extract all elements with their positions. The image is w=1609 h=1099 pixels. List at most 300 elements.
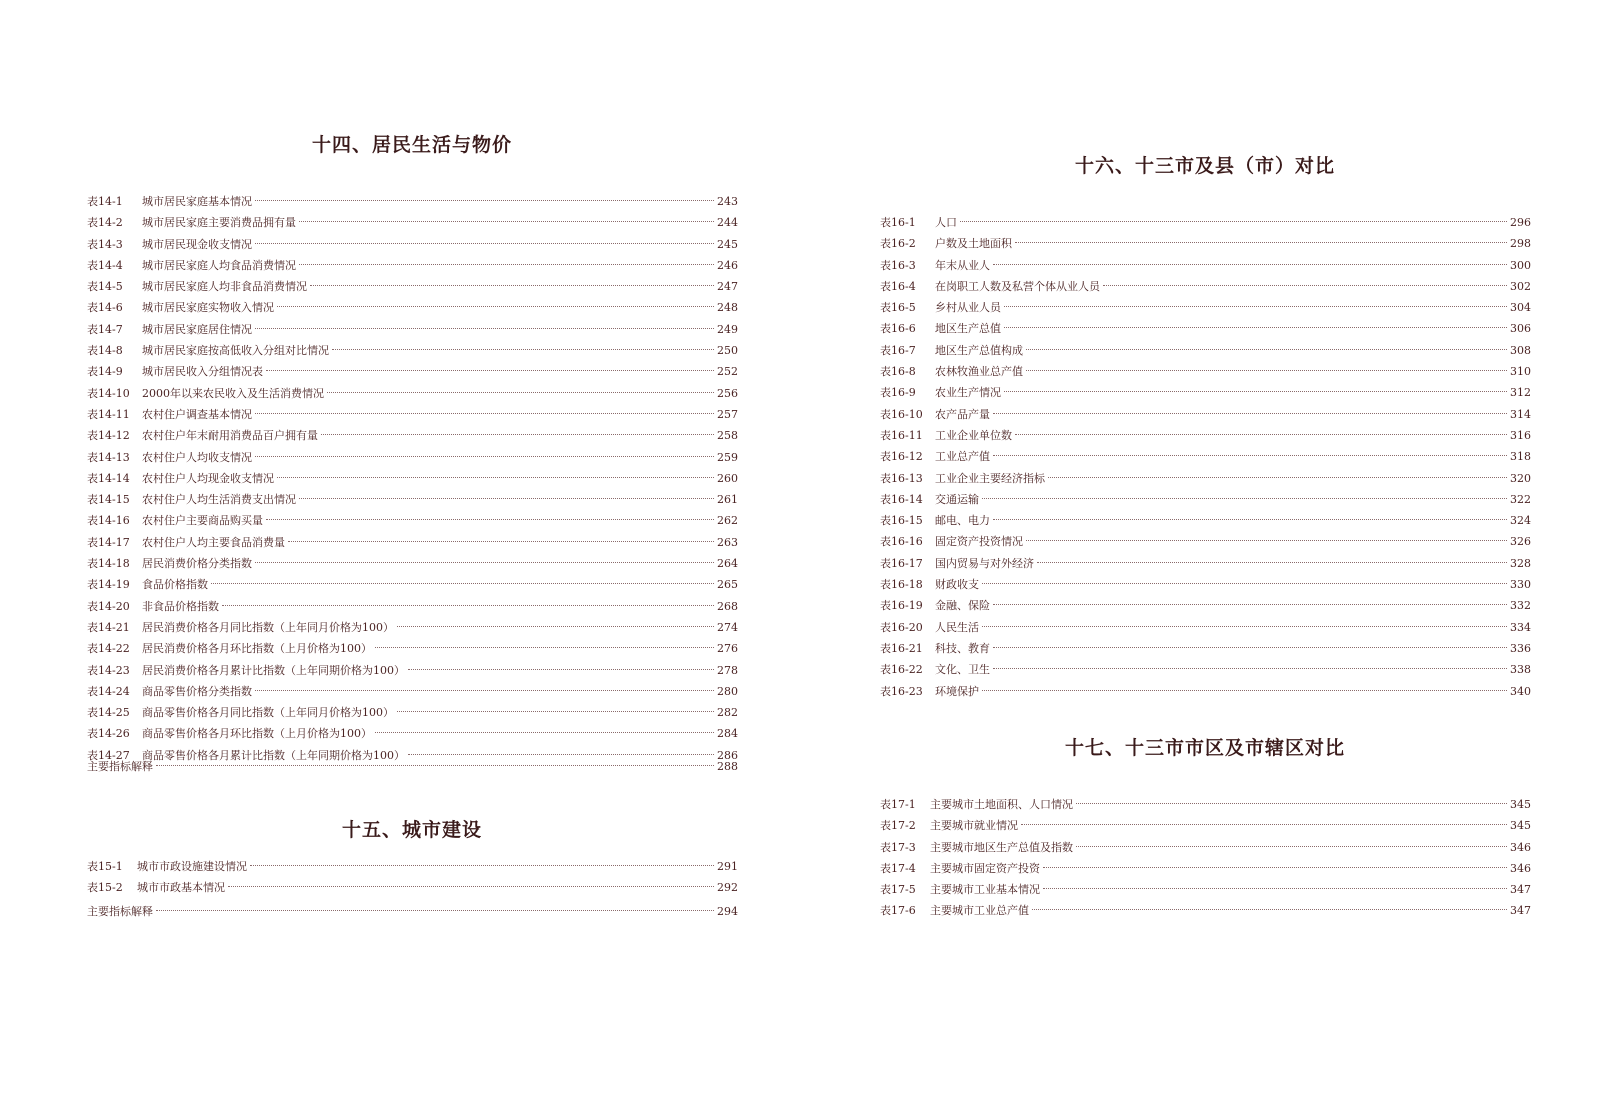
dot-leader <box>993 668 1507 669</box>
toc-entry[interactable] <box>87 660 737 681</box>
dot-leader <box>1004 391 1507 392</box>
toc-entry-label: 居民消费价格各月环比指数（上月价格为100） <box>142 642 372 656</box>
toc-entry-code: 表14-10 <box>87 386 130 400</box>
toc-entry[interactable] <box>87 468 737 489</box>
dot-leader <box>299 264 714 265</box>
toc-entry-page: 260 <box>717 471 738 485</box>
toc-entry[interactable] <box>87 723 737 744</box>
toc-entry[interactable] <box>880 382 1530 403</box>
toc-entry-label: 固定资产投资情况 <box>935 535 1023 549</box>
toc-entry[interactable] <box>880 404 1530 425</box>
toc-entry-code: 表14-3 <box>87 237 123 251</box>
dot-leader <box>255 200 714 201</box>
dot-leader <box>993 264 1507 265</box>
dot-leader <box>1103 285 1507 286</box>
toc-entry-page: 328 <box>1510 556 1531 570</box>
dot-leader <box>250 865 714 866</box>
toc-entry-label: 户数及土地面积 <box>935 237 1012 251</box>
toc-entry-code: 表14-18 <box>87 557 130 571</box>
dot-leader <box>1048 477 1507 478</box>
dot-leader <box>408 754 714 755</box>
dot-leader <box>1043 888 1507 889</box>
toc-entry-page: 345 <box>1510 819 1531 833</box>
toc-entry-page: 249 <box>717 322 738 336</box>
toc-entry-code: 表16-3 <box>880 258 916 272</box>
toc-entry-page: 250 <box>717 344 738 358</box>
toc-entry[interactable] <box>880 553 1530 574</box>
toc-entry-label: 环境保护 <box>935 684 979 698</box>
toc-entry-label: 商品零售价格各月环比指数（上月价格为100） <box>142 727 372 741</box>
dot-leader <box>255 562 714 563</box>
toc-entry-code: 表14-26 <box>87 727 130 741</box>
section-title-14: 十四、居民生活与物价 <box>311 134 512 156</box>
toc-entry-label: 工业企业主要经济指标 <box>935 471 1045 485</box>
toc-entry-label: 城市居民家庭主要消费品拥有量 <box>142 216 296 230</box>
toc-entry-label: 邮电、电力 <box>935 514 990 528</box>
dot-leader <box>299 498 714 499</box>
toc-entry[interactable] <box>87 234 737 255</box>
toc-entry[interactable] <box>87 404 737 425</box>
dot-leader <box>993 604 1507 605</box>
toc-entry-page: 336 <box>1510 641 1531 655</box>
toc-entry-code: 表17-4 <box>880 861 916 875</box>
toc-entry[interactable] <box>880 212 1530 233</box>
toc-entry[interactable] <box>880 297 1530 318</box>
toc-entry-label: 农产品产量 <box>935 407 990 421</box>
toc-entry-label: 商品零售价格各月累计比指数（上年同期价格为100） <box>142 748 405 762</box>
dot-leader <box>277 477 714 478</box>
toc-entry[interactable] <box>880 510 1530 531</box>
toc-entry-page: 264 <box>717 557 738 571</box>
toc-entry-page: 316 <box>1510 428 1531 442</box>
toc-entry-code: 表14-4 <box>87 258 123 272</box>
toc-entry-label: 城市居民家庭人均食品消费情况 <box>142 258 296 272</box>
toc-entry-code: 表14-15 <box>87 493 130 507</box>
toc-entry-code: 表16-18 <box>880 578 923 592</box>
toc-entry-page: 262 <box>717 514 738 528</box>
toc-entry-code: 表16-22 <box>880 663 923 677</box>
toc-entry-page: 243 <box>717 195 738 208</box>
toc-entry-label: 主要指标解释 <box>87 905 153 918</box>
toc-entry-page: 246 <box>717 258 738 272</box>
toc-entry[interactable] <box>87 532 737 553</box>
toc-entry-page: 288 <box>717 760 738 773</box>
toc-entry[interactable] <box>880 815 1530 836</box>
toc-entry-page: 318 <box>1510 450 1531 464</box>
toc-entry[interactable] <box>87 319 737 340</box>
toc-entry-page: 268 <box>717 599 738 613</box>
dot-leader <box>982 690 1507 691</box>
toc-entry-code: 表16-12 <box>880 450 923 464</box>
toc-entry[interactable] <box>87 489 737 510</box>
toc-entry-code: 表16-7 <box>880 343 916 357</box>
toc-entry-label: 金融、保险 <box>935 599 990 613</box>
toc-entry-label: 城市市政基本情况 <box>137 881 225 895</box>
dot-leader <box>1076 803 1507 804</box>
dot-leader <box>255 690 714 691</box>
toc-entry-code: 表16-20 <box>880 620 923 634</box>
toc-entry-label: 地区生产总值 <box>935 322 1001 336</box>
toc-entry[interactable] <box>880 858 1530 879</box>
toc-entry-code: 表16-8 <box>880 365 916 379</box>
toc-entry-code: 表14-22 <box>87 642 130 656</box>
toc-entry-code: 表16-1 <box>880 216 916 229</box>
dot-leader <box>332 349 714 350</box>
toc-list-16 <box>880 212 1530 702</box>
toc-entry-page: 278 <box>717 663 738 677</box>
toc-entry-label: 城市居民家庭实物收入情况 <box>142 301 274 315</box>
toc-entry-page: 257 <box>717 407 738 421</box>
toc-entry-label: 农村住户人均收支情况 <box>142 450 252 464</box>
toc-entry-page: 261 <box>717 493 738 507</box>
toc-entry-page: 282 <box>717 706 738 720</box>
dot-leader <box>255 413 714 414</box>
toc-entry-page: 332 <box>1510 599 1531 613</box>
toc-entry-code: 表16-9 <box>880 386 916 400</box>
toc-entry-code: 表16-10 <box>880 407 923 421</box>
toc-entry-code: 表14-16 <box>87 514 130 528</box>
toc-entry[interactable] <box>87 361 737 382</box>
dot-leader <box>993 647 1507 648</box>
toc-entry-code: 表16-4 <box>880 279 916 293</box>
toc-entry-label: 城市市政设施建设情况 <box>137 860 247 873</box>
toc-entry[interactable] <box>87 617 737 638</box>
toc-entry-code: 表14-24 <box>87 684 130 698</box>
toc-entry-page: 294 <box>717 905 738 918</box>
dot-leader <box>1015 242 1507 243</box>
dot-leader <box>993 519 1507 520</box>
toc-entry-page: 256 <box>717 386 738 400</box>
toc-entry-label: 农林牧渔业总产值 <box>935 365 1023 379</box>
toc-entry-page: 280 <box>717 684 738 698</box>
toc-entry-page: 330 <box>1510 578 1531 592</box>
toc-entry-page: 324 <box>1510 514 1531 528</box>
toc-entry-code: 表16-23 <box>880 684 923 698</box>
toc-entry[interactable] <box>880 318 1530 339</box>
toc-entry-code: 表16-19 <box>880 599 923 613</box>
toc-entry-label: 主要城市工业总产值 <box>930 904 1029 918</box>
toc-entry-page: 258 <box>717 429 738 443</box>
toc-entry-code: 表14-6 <box>87 301 123 315</box>
toc-entry[interactable] <box>87 255 737 276</box>
toc-entry[interactable] <box>880 617 1530 638</box>
toc-entry[interactable] <box>880 361 1530 382</box>
toc-entry-page: 245 <box>717 237 738 251</box>
toc-entry-label: 人民生活 <box>935 620 979 634</box>
toc-entry[interactable] <box>880 233 1530 254</box>
toc-entry-notes[interactable] <box>87 901 737 922</box>
toc-entry[interactable] <box>880 255 1530 276</box>
toc-entry-code: 表17-3 <box>880 840 916 854</box>
toc-entry-label: 食品价格指数 <box>142 578 208 592</box>
toc-entry-code: 表16-21 <box>880 641 923 655</box>
dot-leader <box>1043 867 1507 868</box>
toc-entry-label: 交通运输 <box>935 492 979 506</box>
toc-entry-code: 表14-8 <box>87 344 123 358</box>
toc-entry-label: 财政收支 <box>935 578 979 592</box>
toc-entry-label: 主要城市就业情况 <box>930 819 1018 833</box>
dot-leader <box>397 711 714 712</box>
toc-entry-code: 表16-16 <box>880 535 923 549</box>
toc-entry-label: 地区生产总值构成 <box>935 343 1023 357</box>
toc-entry-page: 306 <box>1510 322 1531 336</box>
toc-entry[interactable] <box>87 447 737 468</box>
toc-entry-code: 表14-19 <box>87 578 130 592</box>
toc-list-17 <box>880 794 1530 922</box>
toc-entry[interactable] <box>880 574 1530 595</box>
toc-entry-label: 农村住户调查基本情况 <box>142 407 252 421</box>
toc-entry-notes[interactable] <box>87 756 737 777</box>
toc-entry-label: 主要城市地区生产总值及指数 <box>930 840 1073 854</box>
toc-entry[interactable] <box>87 510 737 531</box>
toc-entry-label: 城市居民家庭人均非食品消费情况 <box>142 280 307 294</box>
toc-entry-code: 表17-2 <box>880 819 916 833</box>
toc-entry-page: 326 <box>1510 535 1531 549</box>
toc-entry-label: 主要城市固定资产投资 <box>930 861 1040 875</box>
dot-leader <box>1076 846 1507 847</box>
toc-entry-label: 主要城市土地面积、人口情况 <box>930 798 1073 811</box>
toc-entry[interactable] <box>87 276 737 297</box>
dot-leader <box>222 605 714 606</box>
toc-entry[interactable] <box>87 638 737 659</box>
toc-entry-label: 农村住户人均主要食品消费量 <box>142 535 285 549</box>
toc-entry-label: 工业总产值 <box>935 450 990 464</box>
dot-leader <box>1037 562 1507 563</box>
toc-entry-page: 338 <box>1510 663 1531 677</box>
toc-notes-15 <box>87 901 737 922</box>
toc-entry-label: 居民消费价格分类指数 <box>142 557 252 571</box>
section-title-15: 十五、城市建设 <box>341 819 482 841</box>
dot-leader <box>255 328 714 329</box>
toc-entry-page: 263 <box>717 535 738 549</box>
toc-entry-page: 308 <box>1510 343 1531 357</box>
toc-entry[interactable] <box>880 659 1530 680</box>
toc-entry-code: 表16-15 <box>880 514 923 528</box>
toc-entry[interactable] <box>880 340 1530 361</box>
toc-list-15 <box>87 856 737 899</box>
toc-entry-code: 表17-1 <box>880 798 916 811</box>
toc-entry-code: 表14-25 <box>87 706 130 720</box>
toc-entry[interactable] <box>880 879 1530 900</box>
toc-entry[interactable] <box>87 702 737 723</box>
toc-entry[interactable] <box>87 340 737 361</box>
toc-entry-page: 346 <box>1510 861 1531 875</box>
dot-leader <box>960 221 1507 222</box>
toc-entry-page: 347 <box>1510 904 1531 918</box>
dot-leader <box>375 732 714 733</box>
toc-entry[interactable] <box>880 595 1530 616</box>
toc-entry-page: 312 <box>1510 386 1531 400</box>
toc-entry-label: 城市居民收入分组情况表 <box>142 365 263 379</box>
toc-entry-code: 表16-17 <box>880 556 923 570</box>
toc-entry-code: 表16-2 <box>880 237 916 251</box>
dot-leader <box>1015 434 1507 435</box>
dot-leader <box>1026 349 1507 350</box>
toc-entry-label: 文化、卫生 <box>935 663 990 677</box>
toc-entry-page: 346 <box>1510 840 1531 854</box>
toc-entry-label: 科技、教育 <box>935 641 990 655</box>
toc-entry-code: 表14-1 <box>87 195 123 208</box>
toc-entry-page: 347 <box>1510 883 1531 897</box>
toc-entry-page: 310 <box>1510 365 1531 379</box>
toc-entry[interactable] <box>880 446 1530 467</box>
toc-list-14 <box>87 191 737 766</box>
toc-entry-page: 286 <box>717 748 738 762</box>
toc-entry-code: 表15-1 <box>87 860 123 873</box>
toc-entry-label: 工业企业单位数 <box>935 428 1012 442</box>
toc-entry-label: 年末从业人 <box>935 258 990 272</box>
dot-leader <box>255 456 714 457</box>
dot-leader <box>266 370 714 371</box>
toc-entry-code: 表14-2 <box>87 216 123 230</box>
toc-entry[interactable] <box>880 468 1530 489</box>
toc-entry-code: 表16-11 <box>880 428 923 442</box>
toc-entry-label: 商品零售价格分类指数 <box>142 684 252 698</box>
toc-entry-code: 表14-12 <box>87 429 130 443</box>
toc-entry-page: 252 <box>717 365 738 379</box>
dot-leader <box>156 910 714 911</box>
section-title-17: 十七、十三市市区及市辖区对比 <box>1064 737 1345 759</box>
toc-entry-page: 340 <box>1510 684 1531 698</box>
toc-entry-code: 表14-14 <box>87 471 130 485</box>
toc-entry-page: 274 <box>717 620 738 634</box>
toc-entry-label: 城市居民家庭基本情况 <box>142 195 252 208</box>
toc-entry-code: 表14-23 <box>87 663 130 677</box>
toc-entry-code: 表16-5 <box>880 301 916 315</box>
dot-leader <box>255 243 714 244</box>
toc-entry-page: 298 <box>1510 237 1531 251</box>
toc-entry-code: 表16-14 <box>880 492 923 506</box>
toc-entry-code: 表16-6 <box>880 322 916 336</box>
toc-notes-14 <box>87 756 737 777</box>
toc-entry-label: 商品零售价格各月同比指数（上年同月价格为100） <box>142 706 394 720</box>
dot-leader <box>211 583 714 584</box>
toc-entry[interactable] <box>880 900 1530 921</box>
toc-entry-label: 农村住户人均现金收支情况 <box>142 471 274 485</box>
toc-entry[interactable] <box>880 638 1530 659</box>
toc-entry-label: 居民消费价格各月同比指数（上年同月价格为100） <box>142 620 394 634</box>
toc-entry-page: 292 <box>717 881 738 895</box>
toc-entry[interactable] <box>880 276 1530 297</box>
toc-entry-label: 乡村从业人员 <box>935 301 1001 315</box>
dot-leader <box>277 306 714 307</box>
dot-leader <box>397 626 714 627</box>
toc-entry[interactable] <box>87 596 737 617</box>
toc-entry-page: 276 <box>717 642 738 656</box>
toc-entry-label: 农村住户年末耐用消费品百户拥有量 <box>142 429 318 443</box>
toc-entry[interactable] <box>87 553 737 574</box>
toc-entry-page: 296 <box>1510 216 1531 229</box>
toc-entry-code: 表14-11 <box>87 407 130 421</box>
dot-leader <box>288 541 714 542</box>
toc-entry[interactable] <box>880 681 1530 702</box>
toc-entry-label: 2000年以来农民收入及生活消费情况 <box>142 386 324 400</box>
dot-leader <box>1026 540 1507 541</box>
toc-entry-page: 259 <box>717 450 738 464</box>
toc-entry-code: 表14-27 <box>87 748 130 762</box>
toc-entry[interactable] <box>880 425 1530 446</box>
toc-entry-code: 表14-7 <box>87 322 123 336</box>
toc-entry-label: 主要指标解释 <box>87 760 153 773</box>
toc-entry-page: 248 <box>717 301 738 315</box>
toc-entry[interactable] <box>880 531 1530 552</box>
toc-entry[interactable] <box>87 681 737 702</box>
dot-leader <box>993 413 1507 414</box>
toc-entry-page: 265 <box>717 578 738 592</box>
toc-entry-page: 322 <box>1510 492 1531 506</box>
toc-entry[interactable] <box>87 212 737 233</box>
dot-leader <box>1004 306 1507 307</box>
dot-leader <box>982 498 1507 499</box>
dot-leader <box>375 647 714 648</box>
dot-leader <box>982 583 1507 584</box>
toc-entry[interactable] <box>880 794 1530 815</box>
toc-entry[interactable] <box>87 383 737 404</box>
toc-entry-page: 291 <box>717 860 738 873</box>
dot-leader <box>1026 370 1507 371</box>
dot-leader <box>1004 327 1507 328</box>
dot-leader <box>1021 824 1507 825</box>
dot-leader <box>982 626 1507 627</box>
dot-leader <box>310 285 714 286</box>
toc-entry-code: 表14-21 <box>87 620 130 634</box>
toc-entry-label: 人口 <box>935 216 957 229</box>
dot-leader <box>408 669 714 670</box>
toc-entry-code: 表16-13 <box>880 471 923 485</box>
toc-entry-code: 表14-9 <box>87 365 123 379</box>
dot-leader <box>993 455 1507 456</box>
toc-entry-label: 农业生产情况 <box>935 386 1001 400</box>
toc-entry-code: 表17-6 <box>880 904 916 918</box>
toc-entry-page: 244 <box>717 216 738 230</box>
toc-entry[interactable] <box>87 425 737 446</box>
toc-entry-page: 304 <box>1510 301 1531 315</box>
toc-entry[interactable] <box>87 297 737 318</box>
toc-entry-page: 284 <box>717 727 738 741</box>
toc-entry-label: 农村住户人均生活消费支出情况 <box>142 493 296 507</box>
dot-leader <box>327 392 714 393</box>
toc-entry-page: 314 <box>1510 407 1531 421</box>
toc-entry-code: 表14-20 <box>87 599 130 613</box>
toc-entry[interactable] <box>880 837 1530 858</box>
toc-entry-page: 345 <box>1510 798 1531 811</box>
toc-entry-code: 表17-5 <box>880 883 916 897</box>
toc-entry-label: 农村住户主要商品购买量 <box>142 514 263 528</box>
toc-entry-page: 247 <box>717 280 738 294</box>
toc-entry[interactable] <box>87 574 737 595</box>
dot-leader <box>299 221 714 222</box>
dot-leader <box>266 519 714 520</box>
toc-entry-page: 302 <box>1510 279 1531 293</box>
toc-entry-code: 表14-5 <box>87 280 123 294</box>
dot-leader <box>321 434 714 435</box>
toc-entry[interactable] <box>880 489 1530 510</box>
dot-leader <box>1032 909 1507 910</box>
dot-leader <box>228 886 714 887</box>
dot-leader <box>156 765 714 766</box>
toc-entry-label: 城市居民现金收支情况 <box>142 237 252 251</box>
toc-entry[interactable] <box>87 856 737 877</box>
toc-entry-label: 城市居民家庭按高低收入分组对比情况 <box>142 344 329 358</box>
toc-entry-label: 主要城市工业基本情况 <box>930 883 1040 897</box>
toc-entry-page: 320 <box>1510 471 1531 485</box>
toc-entry-code: 表14-13 <box>87 450 130 464</box>
toc-entry-label: 非食品价格指数 <box>142 599 219 613</box>
toc-entry[interactable] <box>87 191 737 212</box>
toc-entry[interactable] <box>87 877 737 898</box>
toc-entry-label: 在岗职工人数及私营个体从业人员 <box>935 279 1100 293</box>
toc-entry-code: 表14-17 <box>87 535 130 549</box>
